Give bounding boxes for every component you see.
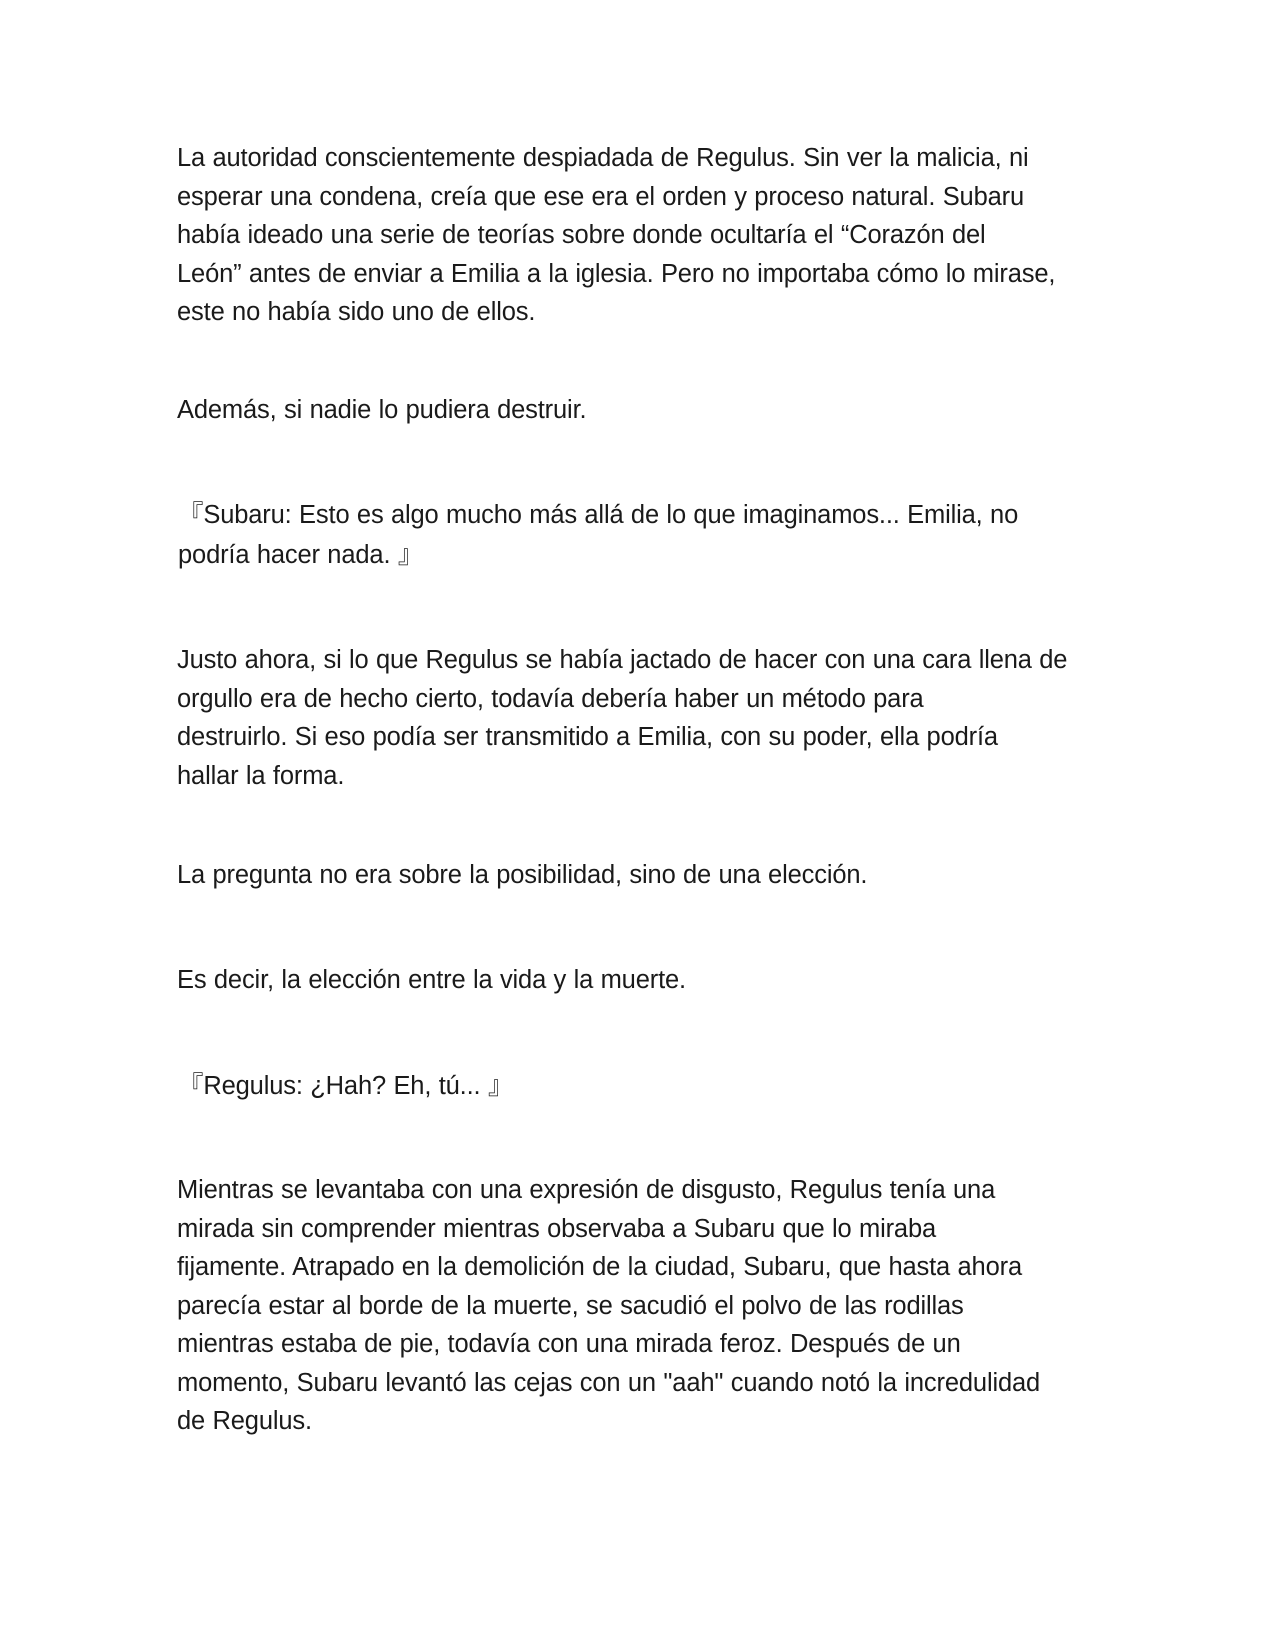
text-line: León” antes de enviar a Emilia a la iglesia. Pero no importaba cómo lo mirase, (177, 259, 1056, 288)
text-line: Es decir, la elección entre la vida y la muerte. (177, 966, 686, 994)
paragraph-method-destroy (177, 641, 1107, 795)
paragraph-life-death (177, 961, 1107, 1000)
text-line: esperar una condena, creía que ese era el orden y proceso natural. Subaru (177, 182, 1025, 211)
paragraph-nobody-destroy (177, 391, 1107, 430)
text-line: de Regulus. (177, 1407, 312, 1435)
text-line: 『Subaru: Esto es algo mucho más allá de lo que imaginamos... Emilia, no (178, 501, 1019, 529)
text-line: mirada sin comprender mientras observaba a Subaru que lo miraba (177, 1214, 937, 1243)
text-line: Justo ahora, si lo que Regulus se había jactado de hacer con una cara llena de (177, 646, 1068, 674)
paragraph-question-choice (177, 856, 1107, 895)
text-line: momento, Subaru levantó las cejas con un "aah" cuando notó la incredulidad (177, 1368, 1041, 1397)
text-line: había ideado una serie de teorías sobre donde ocultaría el “Corazón del (177, 221, 986, 249)
dialogue-regulus (178, 1066, 1108, 1106)
text-line: 『Regulus: ¿Hah? Eh, tú... 』 (178, 1072, 514, 1100)
text-line: mientras estaba de pie, todavía con una mirada feroz. Después de un (177, 1330, 961, 1358)
text-line: Además, si nadie lo pudiera destruir. (177, 396, 587, 424)
text-line: La autoridad conscientemente despiadada de Regulus. Sin ver la malicia, ni (177, 144, 1029, 172)
text-line: Mientras se levantaba con una expresión de disgusto, Regulus tenía una (177, 1176, 996, 1204)
text-line: podría hacer nada. 』 (178, 541, 424, 569)
text-line: parecía estar al borde de la muerte, se sacudió el polvo de las rodillas (177, 1291, 964, 1320)
text-line: este no había sido uno de ellos. (177, 298, 536, 326)
paragraph-subaru-stands (177, 1171, 1107, 1441)
text-line: orgullo era de hecho cierto, todavía debería haber un método para (177, 684, 924, 713)
text-line: destruirlo. Si eso podía ser transmitido a Emilia, con su poder, ella podría (177, 723, 998, 751)
text-line: La pregunta no era sobre la posibilidad, sino de una elección. (177, 861, 868, 889)
dialogue-subaru (178, 495, 1108, 575)
text-line: fijamente. Atrapado en la demolición de la ciudad, Subaru, que hasta ahora (177, 1253, 1022, 1281)
paragraph-regulus-authority (177, 139, 1107, 332)
text-line: hallar la forma. (177, 761, 345, 790)
